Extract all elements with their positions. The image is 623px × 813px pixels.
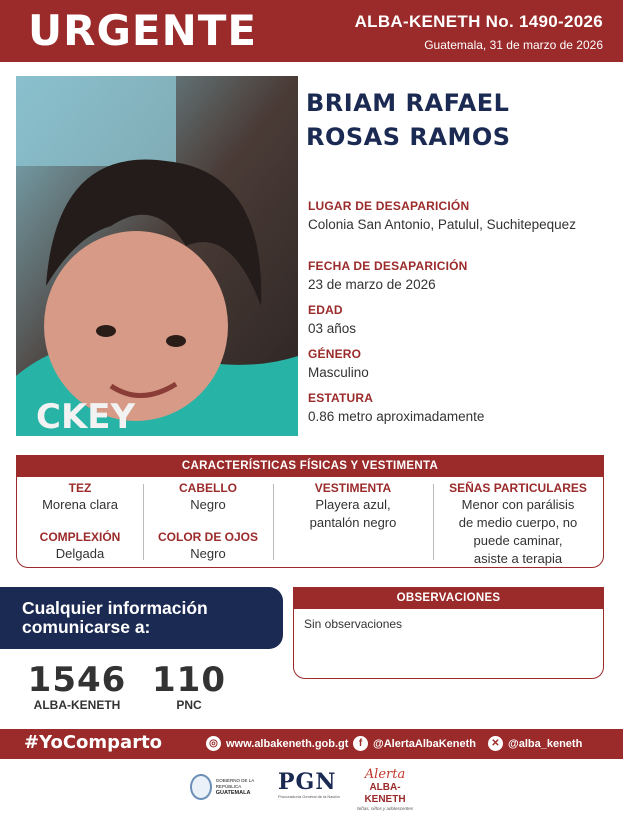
gender-label: GÉNERO (308, 347, 362, 361)
facebook-link[interactable] (353, 736, 476, 751)
share-bar (0, 729, 623, 759)
age-value: 03 años (308, 321, 357, 336)
government-logo-text: GOBIERNO DE LA REPÚBLICA GUATEMALA (215, 778, 254, 796)
height-label: ESTATURA (308, 391, 374, 405)
alba-keneth-phone[interactable] (22, 660, 132, 712)
name-line-2: ROSAS RAMOS (306, 123, 511, 151)
marks-line-2: de medio cuerpo, no (458, 515, 578, 530)
pgn-word: PGN (278, 769, 337, 795)
facebook-text: @AlertaAlbaKeneth (373, 737, 477, 750)
twitter-link[interactable] (488, 736, 582, 751)
hair-value: Negro (190, 497, 226, 512)
gender-value: Masculino (308, 365, 369, 380)
institution-logos (0, 764, 623, 813)
phone-number: 1546 (27, 660, 127, 700)
guatemala-government-logo (190, 770, 268, 804)
facebook-icon: f (353, 736, 368, 751)
place-value: Colonia San Antonio, Patulul, Suchitepequez (308, 217, 576, 232)
phone-label: PNC (176, 698, 202, 712)
pgn-logo (278, 770, 344, 804)
eye-color (143, 530, 273, 563)
x-icon: ✕ (488, 736, 503, 751)
phone-label: ALBA-KENETH (33, 698, 121, 712)
marks-line-4: asiste a terapia (473, 551, 563, 566)
eye-color-label: COLOR DE OJOS (157, 530, 258, 544)
svg-text:CKEY: CKEY (36, 397, 136, 436)
website-link[interactable] (206, 736, 348, 751)
clothing-line-2: pantalón negro (309, 515, 397, 530)
complexion-label: COMPLEXIÓN (39, 530, 121, 544)
alert-place-date: Guatemala, 31 de marzo de 2026 (424, 38, 603, 52)
contact-banner (0, 587, 283, 649)
marks-label: SEÑAS PARTICULARES (449, 481, 587, 495)
alba-keneth-word: ALBA-KENETH (364, 782, 406, 805)
observations-box (293, 587, 604, 679)
contact-line-1: Cualquier información (22, 598, 208, 618)
missing-child-photo (16, 76, 298, 436)
header-banner (0, 0, 623, 62)
age-label: EDAD (308, 303, 343, 317)
place-label: LUGAR DE DESAPARICIÓN (308, 199, 470, 213)
guatemala-seal-icon (190, 774, 212, 800)
hair-label: CABELLO (179, 481, 237, 495)
phone-number: 110 (152, 660, 226, 700)
height (308, 391, 484, 424)
name-line-1: BRIAM RAFAEL (306, 89, 510, 117)
date-value: 23 de marzo de 2026 (308, 277, 436, 292)
disappearance-place (308, 199, 576, 232)
age (308, 303, 356, 336)
pgn-subtitle: Procuraduría General de la Nación (278, 794, 340, 799)
distinguishing-marks (433, 481, 603, 568)
hashtag: #YoComparto (24, 732, 163, 753)
gender (308, 347, 369, 380)
tez-value: Morena clara (42, 497, 118, 512)
contact-line-2: comunicarse a: (22, 617, 151, 637)
height-value: 0.86 metro aproximadamente (308, 409, 485, 424)
alba-keneth-tagline: Niñas, niños y adolescentes (356, 806, 414, 811)
clothing-label: VESTIMENTA (314, 481, 392, 495)
body-build (17, 530, 143, 563)
alert-number: ALBA-KENETH No. 1490-2026 (354, 12, 603, 31)
marks-line-1: Menor con parálisis (461, 497, 575, 512)
observations-value: Sin observaciones (304, 617, 403, 631)
urgent-title: URGENTE (28, 6, 258, 55)
complexion-value: Delgada (55, 546, 105, 561)
date-label: FECHA DE DESAPARICIÓN (308, 259, 468, 273)
complexion-tone (17, 481, 143, 514)
clothing (273, 481, 433, 532)
marks-line-3: puede caminar, (473, 533, 563, 548)
missing-person-name (306, 86, 606, 154)
clothing-line-1: Playera azul, (315, 497, 391, 512)
alba-keneth-logo (354, 767, 416, 811)
characteristics-box (16, 455, 604, 568)
hair (143, 481, 273, 514)
tez-label: TEZ (68, 481, 92, 495)
pnc-phone[interactable] (150, 660, 228, 712)
disappearance-date (308, 259, 468, 292)
website-text: www.albakeneth.gob.gt (226, 737, 349, 750)
observations-heading: OBSERVACIONES (294, 588, 603, 609)
contact-text (22, 599, 208, 637)
globe-icon: ◎ (206, 736, 221, 751)
characteristics-heading: CARACTERÍSTICAS FÍSICAS Y VESTIMENTA (17, 456, 603, 477)
twitter-text: @alba_keneth (508, 737, 583, 750)
alerta-word: Alerta (364, 767, 406, 782)
eye-color-value: Negro (190, 546, 226, 561)
